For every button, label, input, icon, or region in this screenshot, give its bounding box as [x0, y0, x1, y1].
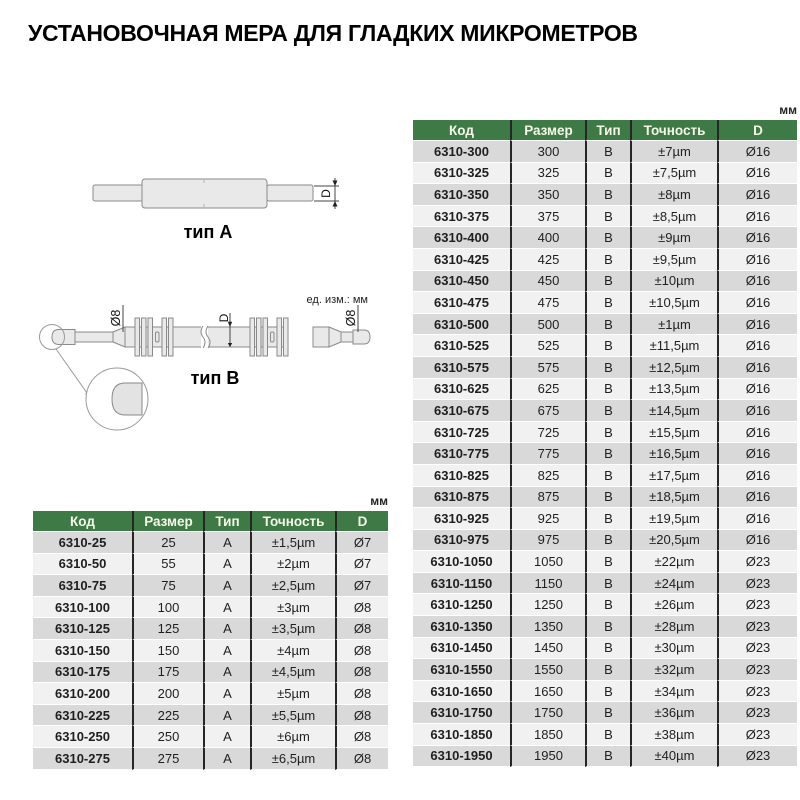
table-row — [413, 616, 797, 638]
table-cell: ±2,5µm — [250, 575, 335, 597]
table-cell: Ø8 — [335, 662, 388, 684]
table-cell: Ø23 — [717, 659, 797, 681]
dia-right-label: Ø8 — [344, 309, 358, 327]
table-cell: 6310-50 — [33, 554, 132, 576]
table-row — [413, 206, 797, 228]
table-cell: 775 — [510, 443, 585, 465]
table-cell: Ø16 — [717, 184, 797, 206]
table-cell: ±1,5µm — [250, 532, 335, 554]
table-cell: 6310-475 — [413, 292, 510, 314]
table-cell: Ø23 — [717, 573, 797, 595]
table-cell: 6310-375 — [413, 206, 510, 228]
table-cell: A — [203, 705, 250, 727]
units-label: мм — [370, 494, 388, 508]
table-cell: 325 — [510, 163, 585, 185]
table-cell: 6310-1050 — [413, 551, 510, 573]
table-cell: A — [203, 748, 250, 770]
table-cell: ±18,5µm — [630, 487, 717, 509]
table-cell: 6310-775 — [413, 443, 510, 465]
table-cell: ±7µm — [630, 141, 717, 163]
table-cell: 6310-25 — [33, 532, 132, 554]
table-cell: 6310-275 — [33, 748, 132, 770]
table-cell: 1350 — [510, 616, 585, 638]
table-cell: B — [585, 487, 630, 509]
table-row — [413, 292, 797, 314]
table-cell: 6310-1850 — [413, 724, 510, 746]
table-cell: 275 — [132, 748, 203, 770]
column-header: Тип — [203, 511, 250, 532]
table-cell: Ø16 — [717, 400, 797, 422]
table-cell: 6310-1350 — [413, 616, 510, 638]
table-cell: 6310-575 — [413, 357, 510, 379]
table-cell: ±5µm — [250, 683, 335, 705]
table-cell: 6310-1750 — [413, 702, 510, 724]
table-cell: B — [585, 573, 630, 595]
table-cell: 6310-175 — [33, 662, 132, 684]
table-cell: A — [203, 575, 250, 597]
type-b-caption: тип B — [190, 368, 240, 388]
table-cell: Ø23 — [717, 616, 797, 638]
table-cell: Ø16 — [717, 141, 797, 163]
table-cell: ±7,5µm — [630, 163, 717, 185]
table-cell: 6310-1450 — [413, 638, 510, 660]
table-cell: Ø16 — [717, 379, 797, 401]
table-row — [413, 508, 797, 530]
table-cell: 6310-300 — [413, 141, 510, 163]
table-cell: 1550 — [510, 659, 585, 681]
table-cell: B — [585, 357, 630, 379]
table-cell: 6310-675 — [413, 400, 510, 422]
table-row — [413, 379, 797, 401]
table-cell: 1250 — [510, 594, 585, 616]
table-cell: ±24µm — [630, 573, 717, 595]
table-cell: 450 — [510, 271, 585, 293]
table-cell: 350 — [510, 184, 585, 206]
type-a-spec-table — [33, 511, 388, 770]
dim-label-d: D — [217, 313, 231, 323]
table-cell: B — [585, 702, 630, 724]
table-cell: ±4,5µm — [250, 662, 335, 684]
table-cell: 425 — [510, 249, 585, 271]
units-label: мм — [779, 103, 797, 117]
table-cell: Ø16 — [717, 249, 797, 271]
table-cell: 6310-1250 — [413, 594, 510, 616]
table-cell: ±28µm — [630, 616, 717, 638]
column-header: Код — [33, 511, 132, 532]
table-cell: ±10,5µm — [630, 292, 717, 314]
type-a-spec-table-block — [33, 494, 388, 770]
table-cell: Ø16 — [717, 443, 797, 465]
table-cell: B — [585, 422, 630, 444]
table-cell: 25 — [132, 532, 203, 554]
table-cell: ±6,5µm — [250, 748, 335, 770]
table-cell: 6310-450 — [413, 271, 510, 293]
table-cell: A — [203, 532, 250, 554]
column-header: Тип — [585, 120, 630, 141]
table-cell: Ø16 — [717, 163, 797, 185]
table-cell: 6310-925 — [413, 508, 510, 530]
table-cell: B — [585, 206, 630, 228]
table-row — [413, 638, 797, 660]
table-row — [33, 662, 388, 684]
table-cell: A — [203, 597, 250, 619]
table-row — [413, 163, 797, 185]
table-cell: 875 — [510, 487, 585, 509]
units-note: ед. изм.: мм — [306, 294, 368, 306]
table-cell: 1650 — [510, 681, 585, 703]
table-row — [413, 443, 797, 465]
column-header: D — [717, 120, 797, 141]
table-cell: 6310-350 — [413, 184, 510, 206]
table-cell: B — [585, 335, 630, 357]
type-b-technical-drawing — [25, 285, 395, 480]
table-cell: Ø16 — [717, 227, 797, 249]
table-cell: ±19,5µm — [630, 508, 717, 530]
table-cell: 6310-525 — [413, 335, 510, 357]
table-cell: 6310-100 — [33, 597, 132, 619]
table-cell: 150 — [132, 640, 203, 662]
table-cell: 675 — [510, 400, 585, 422]
ribbed-section-right — [250, 318, 288, 356]
table-cell: Ø16 — [717, 422, 797, 444]
table-cell: 6310-1650 — [413, 681, 510, 703]
table-cell: ±26µm — [630, 594, 717, 616]
table-cell: Ø23 — [717, 681, 797, 703]
table-cell: ±4µm — [250, 640, 335, 662]
table-cell: ±11,5µm — [630, 335, 717, 357]
table-cell: B — [585, 465, 630, 487]
table-cell: 1150 — [510, 573, 585, 595]
table-cell: ±22µm — [630, 551, 717, 573]
table-cell: Ø16 — [717, 487, 797, 509]
table-cell: 6310-1950 — [413, 746, 510, 768]
table-cell: 200 — [132, 683, 203, 705]
column-header: Точность — [250, 511, 335, 532]
table-cell: 6310-400 — [413, 227, 510, 249]
table-cell: 1950 — [510, 746, 585, 768]
table-cell: Ø8 — [335, 748, 388, 770]
table-cell: 6310-225 — [33, 705, 132, 727]
table-cell: Ø16 — [717, 271, 797, 293]
table-cell: B — [585, 659, 630, 681]
table-cell: 55 — [132, 554, 203, 576]
table-cell: 300 — [510, 141, 585, 163]
table-cell: 1750 — [510, 702, 585, 724]
type-a-technical-drawing — [40, 140, 360, 260]
table-cell: 175 — [132, 662, 203, 684]
table-cell: 6310-200 — [33, 683, 132, 705]
table-cell: ±9,5µm — [630, 249, 717, 271]
table-cell: ±15,5µm — [630, 422, 717, 444]
table-row — [413, 271, 797, 293]
table-cell: ±12,5µm — [630, 357, 717, 379]
table-cell: ±8µm — [630, 184, 717, 206]
table-cell: A — [203, 640, 250, 662]
table-cell: Ø23 — [717, 594, 797, 616]
table-row — [33, 554, 388, 576]
table-row — [413, 487, 797, 509]
column-header: Размер — [132, 511, 203, 532]
table-cell: Ø8 — [335, 597, 388, 619]
table-cell: 6310-625 — [413, 379, 510, 401]
table-cell: 6310-1550 — [413, 659, 510, 681]
table-cell: Ø16 — [717, 335, 797, 357]
table-row — [413, 724, 797, 746]
table-row — [413, 314, 797, 336]
table-cell: ±30µm — [630, 638, 717, 660]
table-cell: 6310-150 — [33, 640, 132, 662]
table-cell: Ø16 — [717, 357, 797, 379]
table-row — [413, 422, 797, 444]
table-cell: ±3,5µm — [250, 618, 335, 640]
table-cell: B — [585, 227, 630, 249]
table-cell: 1450 — [510, 638, 585, 660]
table-row — [33, 532, 388, 554]
table-cell: A — [203, 662, 250, 684]
table-cell: ±20,5µm — [630, 530, 717, 552]
table-cell: B — [585, 530, 630, 552]
table-row — [413, 249, 797, 271]
table-cell: Ø7 — [335, 575, 388, 597]
table-cell: Ø23 — [717, 638, 797, 660]
table-cell: B — [585, 184, 630, 206]
table-body — [413, 141, 797, 767]
table-cell: 525 — [510, 335, 585, 357]
table-cell: 375 — [510, 206, 585, 228]
table-cell: B — [585, 400, 630, 422]
column-header: D — [335, 511, 388, 532]
dim-label-d: D — [319, 189, 333, 198]
table-cell: B — [585, 141, 630, 163]
type-a-rod-shape — [93, 179, 313, 208]
table-cell: 6310-875 — [413, 487, 510, 509]
column-header: Код — [413, 120, 510, 141]
table-cell: ±17,5µm — [630, 465, 717, 487]
magnified-flat-face — [112, 383, 142, 415]
table-cell: Ø8 — [335, 726, 388, 748]
table-cell: 500 — [510, 314, 585, 336]
table-row — [33, 640, 388, 662]
table-cell: Ø23 — [717, 746, 797, 768]
column-header: Размер — [510, 120, 585, 141]
table-row — [413, 746, 797, 768]
table-cell: 1050 — [510, 551, 585, 573]
table-row — [413, 400, 797, 422]
table-cell: 6310-1150 — [413, 573, 510, 595]
table-cell: 575 — [510, 357, 585, 379]
table-row — [33, 705, 388, 727]
table-cell: 6310-250 — [33, 726, 132, 748]
table-cell: 6310-75 — [33, 575, 132, 597]
table-row — [413, 594, 797, 616]
table-cell: ±2µm — [250, 554, 335, 576]
table-cell: 925 — [510, 508, 585, 530]
table-row — [413, 357, 797, 379]
table-row — [33, 683, 388, 705]
table-cell: 6310-500 — [413, 314, 510, 336]
table-cell: Ø8 — [335, 683, 388, 705]
table-cell: A — [203, 726, 250, 748]
table-cell: 250 — [132, 726, 203, 748]
table-cell: 6310-975 — [413, 530, 510, 552]
table-cell: 625 — [510, 379, 585, 401]
table-cell: B — [585, 271, 630, 293]
table-cell: Ø8 — [335, 618, 388, 640]
table-cell: A — [203, 554, 250, 576]
table-cell: Ø8 — [335, 705, 388, 727]
table-cell: ±8,5µm — [630, 206, 717, 228]
table-cell: 6310-825 — [413, 465, 510, 487]
table-row — [33, 726, 388, 748]
header-row — [33, 511, 388, 532]
table-cell: ±36µm — [630, 702, 717, 724]
column-header: Точность — [630, 120, 717, 141]
table-cell: B — [585, 249, 630, 271]
table-row — [413, 141, 797, 163]
table-cell: ±38µm — [630, 724, 717, 746]
table-row — [413, 573, 797, 595]
table-cell: Ø7 — [335, 554, 388, 576]
table-cell: B — [585, 163, 630, 185]
table-cell: ±13,5µm — [630, 379, 717, 401]
table-row — [33, 575, 388, 597]
table-row — [413, 184, 797, 206]
table-cell: ±10µm — [630, 271, 717, 293]
table-cell: Ø16 — [717, 465, 797, 487]
table-row — [413, 551, 797, 573]
table-row — [413, 702, 797, 724]
table-cell: B — [585, 638, 630, 660]
table-row — [33, 618, 388, 640]
table-row — [33, 597, 388, 619]
table-cell: B — [585, 508, 630, 530]
table-cell: B — [585, 551, 630, 573]
table-cell: ±6µm — [250, 726, 335, 748]
table-cell: Ø16 — [717, 206, 797, 228]
page-title: УСТАНОВОЧНАЯ МЕРА ДЛЯ ГЛАДКИХ МИКРОМЕТРОВ — [28, 20, 638, 46]
table-cell: ±40µm — [630, 746, 717, 768]
table-cell: B — [585, 594, 630, 616]
table-row — [413, 530, 797, 552]
table-cell: ±32µm — [630, 659, 717, 681]
table-cell: Ø23 — [717, 724, 797, 746]
table-cell: B — [585, 379, 630, 401]
table-cell: B — [585, 746, 630, 768]
table-cell: ±16,5µm — [630, 443, 717, 465]
table-body — [33, 532, 388, 770]
table-row — [413, 465, 797, 487]
table-cell: Ø16 — [717, 530, 797, 552]
table-cell: Ø23 — [717, 702, 797, 724]
table-row — [413, 335, 797, 357]
table-cell: ±1µm — [630, 314, 717, 336]
table-cell: Ø16 — [717, 292, 797, 314]
table-cell: 100 — [132, 597, 203, 619]
table-cell: 975 — [510, 530, 585, 552]
table-cell: Ø23 — [717, 551, 797, 573]
table-cell: 400 — [510, 227, 585, 249]
ribbed-section-left — [135, 318, 173, 356]
table-row — [413, 227, 797, 249]
table-cell: A — [203, 683, 250, 705]
table-cell: Ø16 — [717, 508, 797, 530]
table-cell: ±5,5µm — [250, 705, 335, 727]
table-cell: 825 — [510, 465, 585, 487]
table-cell: 6310-725 — [413, 422, 510, 444]
table-cell: B — [585, 292, 630, 314]
table-cell: B — [585, 443, 630, 465]
table-cell: Ø8 — [335, 640, 388, 662]
table-cell: ±3µm — [250, 597, 335, 619]
table-row — [413, 659, 797, 681]
table-cell: 6310-425 — [413, 249, 510, 271]
table-cell: ±34µm — [630, 681, 717, 703]
table-cell: B — [585, 681, 630, 703]
table-cell: 725 — [510, 422, 585, 444]
table-cell: 75 — [132, 575, 203, 597]
table-cell: 225 — [132, 705, 203, 727]
type-b-spec-table-block — [413, 103, 797, 767]
type-b-spec-table — [413, 120, 797, 767]
table-cell: Ø7 — [335, 532, 388, 554]
table-cell: ±14,5µm — [630, 400, 717, 422]
table-row — [413, 681, 797, 703]
table-cell: 6310-325 — [413, 163, 510, 185]
table-cell: B — [585, 314, 630, 336]
header-row — [413, 120, 797, 141]
table-row — [33, 748, 388, 770]
dia-left-label: Ø8 — [109, 309, 123, 327]
table-cell: A — [203, 618, 250, 640]
table-cell: B — [585, 616, 630, 638]
table-cell: 1850 — [510, 724, 585, 746]
table-cell: 125 — [132, 618, 203, 640]
table-cell: ±9µm — [630, 227, 717, 249]
table-cell: 6310-125 — [33, 618, 132, 640]
table-cell: B — [585, 724, 630, 746]
type-a-caption: тип A — [183, 222, 233, 242]
table-cell: 475 — [510, 292, 585, 314]
table-cell: Ø16 — [717, 314, 797, 336]
type-b-rod-shape — [52, 327, 370, 347]
